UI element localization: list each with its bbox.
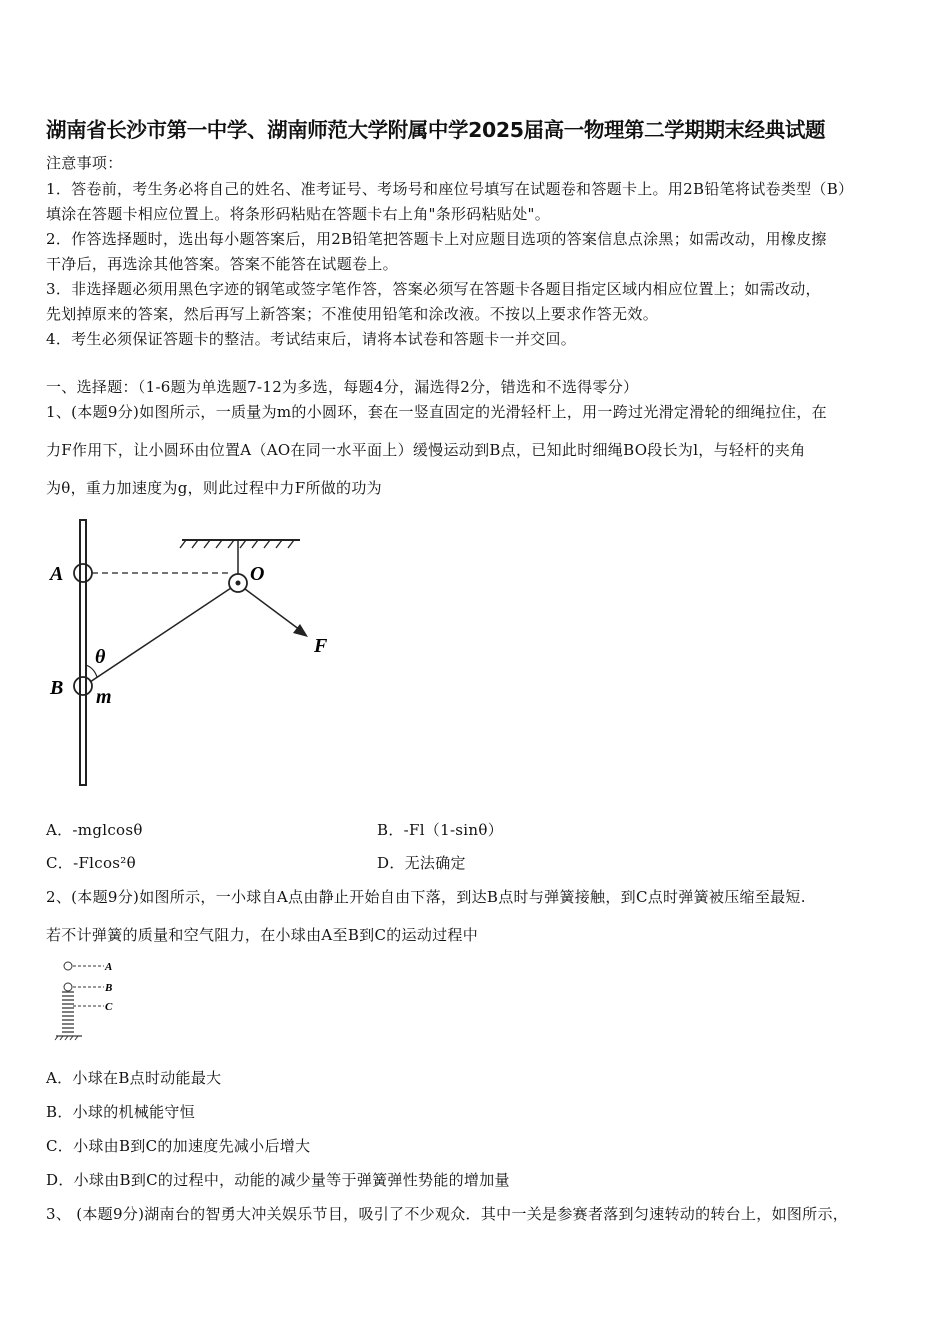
q1-text: 力F作用下，让小圆环由位置A（AO在同一水平面上）缓慢运动到B点，已知此时细绳BO段长为l，与轻杆的夹角 <box>46 441 806 459</box>
q2-text: 2、(本题9分)如图所示，一小球自A点由静止开始自由下落，到达B点时与弹簧接触，到C点时弹簧被压缩至最短. <box>46 888 806 906</box>
page-title: 湖南省长沙市第一中学、湖南师范大学附属中学2025届高一物理第二学期期末经典试题 <box>46 118 826 142</box>
label-a: A <box>50 563 64 585</box>
q1-option-d: D．无法确定 <box>377 854 466 872</box>
label-a: A <box>105 961 113 973</box>
q1-option-a: A．-mglcosθ <box>46 821 143 839</box>
label-c: C <box>105 1001 113 1013</box>
notice-line: 填涂在答题卡相应位置上。将条形码粘贴在答题卡右上角"条形码粘贴处"。 <box>46 205 551 223</box>
q2-text: 若不计弹簧的质量和空气阻力，在小球由A至B到C的运动过程中 <box>46 926 479 944</box>
label-theta: θ <box>95 646 106 668</box>
q2-figure <box>50 955 130 1045</box>
notice-line: 1．答卷前，考生务必将自己的姓名、准考证号、考场号和座位号填写在试题卷和答题卡上。用2B铅笔将试卷类型（B） <box>46 180 854 198</box>
notice-line: 2．作答选择题时，选出每小题答案后，用2B铅笔把答题卡上对应题目选项的答案信息点涂黑；如需改动，用橡皮擦 <box>46 230 827 248</box>
label-o: O <box>250 563 265 585</box>
notice-line: 4．考生必须保证答题卡的整洁。考试结束后，请将本试卷和答题卡一并交回。 <box>46 330 577 348</box>
label-b: B <box>105 982 113 994</box>
q3-text: 3、 (本题9分)湖南台的智勇大冲关娱乐节目，吸引了不少观众．其中一关是参赛者落到匀速转动的转台上，如图所示， <box>46 1205 849 1223</box>
notice-line: 先划掉原来的答案，然后再写上新答案；不准使用铅笔和涂改液。不按以上要求作答无效。 <box>46 305 659 323</box>
q1-option-b: B．-Fl（1-sinθ） <box>377 821 503 839</box>
q1-text: 1、(本题9分)如图所示，一质量为m的小圆环，套在一竖直固定的光滑轻杆上，用一跨过光滑定滑轮的细绳拉住，在 <box>46 403 827 421</box>
q2-option-b: B．小球的机械能守恒 <box>46 1103 196 1121</box>
notice-line: 干净后，再选涂其他答案。答案不能答在试题卷上。 <box>46 255 398 273</box>
q2-option-d: D．小球由B到C的过程中，动能的减少量等于弹簧弹性势能的增加量 <box>46 1171 510 1189</box>
q2-option-c: C．小球由B到C的加速度先减小后增大 <box>46 1137 311 1155</box>
section-heading: 一、选择题：（1-6题为单选题7-12为多选，每题4分，漏选得2分，错选和不选得零分） <box>46 378 639 396</box>
notice-heading: 注意事项： <box>46 154 123 172</box>
label-m: m <box>96 686 112 708</box>
label-b: B <box>50 677 64 699</box>
q1-option-c: C．-Flcos²θ <box>46 854 136 872</box>
notice-line: 3．非选择题必须用黑色字迹的钢笔或签字笔作答，答案必须写在答题卡各题目指定区域内相应位置上；如需改动， <box>46 280 821 298</box>
q2-option-a: A．小球在B点时动能最大 <box>46 1069 222 1087</box>
q1-text: 为θ，重力加速度为g，则此过程中力F所做的功为 <box>46 479 382 497</box>
label-f: F <box>314 635 328 657</box>
q1-figure <box>40 510 350 795</box>
